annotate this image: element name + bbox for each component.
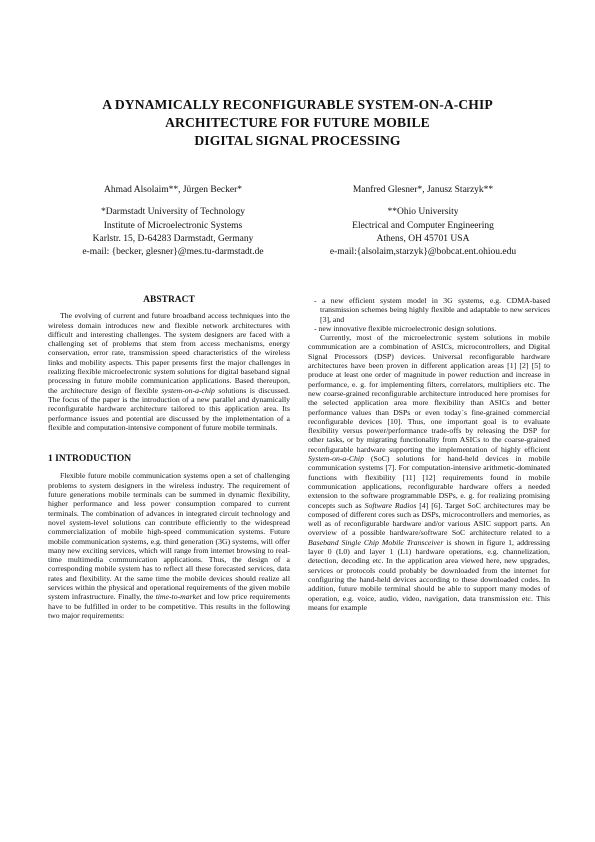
email-right: e-mail:{alsolaim,starzyk}@bobcat.ent.ohiou.edu	[329, 247, 517, 258]
affiliation-line-2-right: Electrical and Computer Engineering	[352, 220, 494, 231]
affiliation-line-3-left: Karlstr. 15, D-64283 Darmstadt, Germany	[92, 233, 254, 244]
author-names-left: Ahmad Alsolaim**, Jürgen Becker*	[103, 185, 243, 195]
bullet-item-2: - new innovative flexible microelectronic design solutions.	[314, 323, 497, 333]
affiliation-line-1-left: *Darmstadt University of Technology	[100, 207, 245, 218]
affiliation-line-1-right: **Ohio University	[387, 207, 459, 218]
abstract-paragraph: The evolving of current and future broadband access techniques into the wireless domain introduces new and flexible network architectures with difficult and interesting challenges. The system designers are faced with a challenging set of problems that stem from access mechanisms, energy conservation, error rate, transmission speed characteristics of the wireless links and mobility aspects. This paper presents first the major challenges in realizing flexible microelectronic system solutions for digital baseband signal processing in future mobile communication applications. Based thereupon, the architecture design of flexible system-on-a-chip solutions is discussed. The focus of the paper is the introduction of a new parallel and dynamically reconfigurable hardware architecture tailored to this application area. Its performance issues and potential are discussed by the implementation of a flexible and computation-intensive component of future mobile terminals.	[48, 311, 290, 432]
left-column	[48, 296, 290, 620]
section-heading-introduction: 1 INTRODUCTION	[48, 454, 132, 465]
paper-title	[40, 96, 555, 150]
right-column	[308, 296, 550, 612]
affiliation-line-2-left: Institute of Microelectronic Systems	[103, 220, 243, 231]
body-paragraph: Currently, most of the microelectronic system solutions in mobile communication are a combination of ASICs, microcontrollers, and Digital Signal Processors (DSP) devices. Universal reconfigurable hardware architectures have been proven in different application areas [1] [2] [5] to produce at least one order of magnitude in power reduction and increase in performance, e. g. for implementing filters, correlators, multipliers etc. The new coarse-grained reconfigurable architecture introduced here promises for the selected application area more flexibility than ASICs and better performance values than DSPs or even today´s fine-grained commercial reconfigurable devices [10]. Thus, one important goal is to evaluate flexibility versus power/performance trade-offs by releasing the DSP for other tasks, or by migrating functionality from ASICs to the coarse-grained reconfigurable hardware supporting the implementation of highly efficient System-on-a-Chip (SoC) solutions for hand-held devices in mobile communication systems [7]. For computation-intensive arithmetic-dominated functions with flexibility [11] [12] requirements found in mobile communication applications, reconfigurable hardware offers a needed extension to the software programmable DSPs, e. g. for realizing promising concepts such as Software Radios [4] [6]. Target SoC architectures may be composed of different cores such as DSPs, microcontrollers and memories, as well as of reconfigurable hardware and/or various ASIC support parts. An overview of a possible hardware/software SoC architecture related to a Baseband Single Chip Mobile Transceiver is shown in figure 1, addressing layer 0 (L0) and layer 1 (L1) hardware operations, e.g. channelization, detection, decoding etc. In the application area viewed here, new upgrades, services or protocols could probably be downloaded from the internet for configuring the hand-held devices according to these downloaded codes. In addition, future mobile terminal should be able to support many modes of operation, e.g. voice, audio, video, navigation, data transmission etc. This means for example	[308, 333, 550, 612]
affiliation-line-3-right: Athens, OH 45701 USA	[376, 233, 470, 244]
email-left: e-mail: {becker, glesner}@mes.tu-darmstadt.de	[82, 247, 264, 258]
title-line-1: A DYNAMICALLY RECONFIGURABLE SYSTEM-ON-A-CHIP	[102, 97, 493, 112]
title-line-3: DIGITAL SIGNAL PROCESSING	[194, 133, 401, 148]
author-block-right	[298, 184, 548, 259]
intro-paragraph: Flexible future mobile communication systems open a set of challenging problems to system designers in the wireless industry. The requirement of future generations mobile terminals can be summed in dynamic flexibility, higher performance and less power consumption compared to current terminals. The combination of advances in integrated circuit technology and novel system-level solutions can contribute efficiently to the widespread commercialization of mobile high-speed communication systems. Future mobile communication systems, e.g. third generation (3G) systems, will offer many new exciting services, which will range from internet browsing to real-time multimedia communication applications. Thus, the design of a corresponding mobile system has to reflect all these forecasted services, data rates and flexibility. At the same time the mobile devices should realize all services within the physical and operational requirements of the given mobile system infrastructure. Finally, the time-to-market and low price requirements have to be fulfilled in order to be competitive. This results in the following two major requirements:	[48, 471, 290, 620]
author-block-left	[48, 184, 298, 259]
abstract-heading: ABSTRACT	[143, 295, 195, 305]
author-names-right: Manfred Glesner*, Janusz Starzyk**	[352, 185, 494, 195]
title-line-2: ARCHITECTURE FOR FUTURE MOBILE	[165, 115, 430, 130]
bullet-item-1: - a new efficient system model in 3G systems, e.g. CDMA-based transmission schemes being highly flexible and adaptable to new services [3], and	[314, 296, 550, 324]
